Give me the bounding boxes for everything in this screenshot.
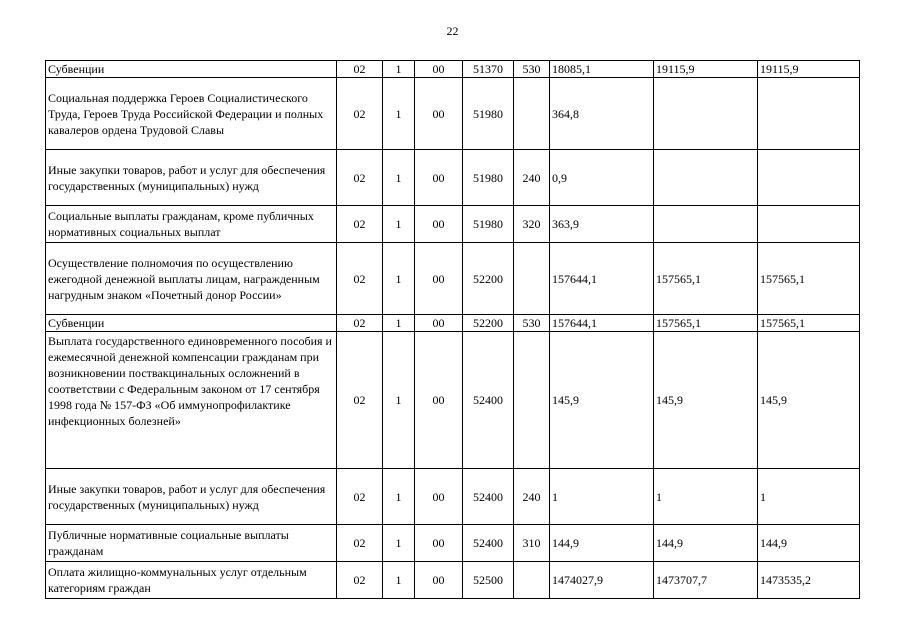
code-cell: 240 xyxy=(514,150,550,206)
code-cell: 1 xyxy=(383,61,415,78)
code-cell: 00 xyxy=(415,562,463,599)
code-cell: 00 xyxy=(415,206,463,243)
code-cell: 02 xyxy=(337,525,383,562)
table-row xyxy=(46,315,860,332)
amount-cell: 144,9 xyxy=(758,525,860,562)
amount-cell: 157565,1 xyxy=(758,243,860,315)
code-cell: 320 xyxy=(514,206,550,243)
row-name: Публичные нормативные социальные выплаты гражданам xyxy=(46,525,337,562)
code-cell: 00 xyxy=(415,78,463,150)
amount-cell: 1 xyxy=(758,469,860,525)
code-cell xyxy=(514,562,550,599)
code-cell: 00 xyxy=(415,525,463,562)
code-cell: 51370 xyxy=(463,61,514,78)
amount-cell: 144,9 xyxy=(550,525,654,562)
code-cell: 02 xyxy=(337,206,383,243)
amount-cell: 19115,9 xyxy=(654,61,758,78)
code-cell xyxy=(514,243,550,315)
table-row xyxy=(46,469,860,525)
amount-cell xyxy=(654,150,758,206)
code-cell: 530 xyxy=(514,61,550,78)
code-cell: 00 xyxy=(415,150,463,206)
code-cell: 02 xyxy=(337,315,383,332)
row-name: Выплата государственного единовременного пособия и ежемесячной денежной компенсации гражданам при возникновении поствакцинальных осложнений в соответствии с Федеральным законом от 17 сентября 1998 года № 157-ФЗ «Об иммунопрофилактике инфекционных болезней» xyxy=(46,332,337,469)
table-row xyxy=(46,206,860,243)
code-cell: 1 xyxy=(383,332,415,469)
row-name: Осуществление полномочия по осуществлению ежегодной денежной выплаты лицам, награжденным нагрудным знаком «Почетный донор России» xyxy=(46,243,337,315)
code-cell: 1 xyxy=(383,315,415,332)
code-cell: 02 xyxy=(337,61,383,78)
code-cell: 1 xyxy=(383,206,415,243)
code-cell: 52200 xyxy=(463,243,514,315)
code-cell: 51980 xyxy=(463,150,514,206)
row-name: Оплата жилищно-коммунальных услуг отдельным категориям граждан xyxy=(46,562,337,599)
amount-cell: 145,9 xyxy=(758,332,860,469)
row-name: Иные закупки товаров, работ и услуг для обеспечения государственных (муниципальных) нужд xyxy=(46,150,337,206)
code-cell xyxy=(514,332,550,469)
amount-cell xyxy=(758,150,860,206)
table-row xyxy=(46,150,860,206)
table-row xyxy=(46,61,860,78)
row-name: Социальные выплаты гражданам, кроме публичных нормативных социальных выплат xyxy=(46,206,337,243)
code-cell: 02 xyxy=(337,562,383,599)
code-cell: 51980 xyxy=(463,78,514,150)
amount-cell: 144,9 xyxy=(654,525,758,562)
amount-cell: 1 xyxy=(654,469,758,525)
code-cell: 52400 xyxy=(463,525,514,562)
amount-cell: 1473707,7 xyxy=(654,562,758,599)
code-cell: 1 xyxy=(383,78,415,150)
code-cell: 00 xyxy=(415,315,463,332)
amount-cell: 1473535,2 xyxy=(758,562,860,599)
code-cell: 1 xyxy=(383,562,415,599)
table-row xyxy=(46,332,860,469)
amount-cell xyxy=(758,78,860,150)
code-cell: 52400 xyxy=(463,469,514,525)
code-cell: 02 xyxy=(337,243,383,315)
row-name: Субвенции xyxy=(46,61,337,78)
code-cell: 51980 xyxy=(463,206,514,243)
code-cell: 02 xyxy=(337,469,383,525)
amount-cell: 145,9 xyxy=(654,332,758,469)
code-cell: 1 xyxy=(383,150,415,206)
amount-cell: 145,9 xyxy=(550,332,654,469)
amount-cell: 157565,1 xyxy=(654,315,758,332)
row-name: Субвенции xyxy=(46,315,337,332)
amount-cell: 18085,1 xyxy=(550,61,654,78)
code-cell: 1 xyxy=(383,469,415,525)
code-cell xyxy=(514,78,550,150)
amount-cell xyxy=(654,78,758,150)
code-cell: 02 xyxy=(337,150,383,206)
code-cell: 00 xyxy=(415,61,463,78)
amount-cell: 157565,1 xyxy=(758,315,860,332)
code-cell: 52500 xyxy=(463,562,514,599)
page-number: 22 xyxy=(446,24,459,38)
code-cell: 1 xyxy=(383,525,415,562)
budget-table xyxy=(45,60,860,599)
table-row xyxy=(46,243,860,315)
amount-cell: 157644,1 xyxy=(550,243,654,315)
code-cell: 240 xyxy=(514,469,550,525)
amount-cell xyxy=(758,206,860,243)
code-cell: 1 xyxy=(383,243,415,315)
code-cell: 52200 xyxy=(463,315,514,332)
table-row xyxy=(46,78,860,150)
amount-cell: 363,9 xyxy=(550,206,654,243)
amount-cell: 1474027,9 xyxy=(550,562,654,599)
row-name: Иные закупки товаров, работ и услуг для обеспечения государственных (муниципальных) нужд xyxy=(46,469,337,525)
code-cell: 530 xyxy=(514,315,550,332)
code-cell: 02 xyxy=(337,332,383,469)
code-cell: 310 xyxy=(514,525,550,562)
amount-cell xyxy=(654,206,758,243)
amount-cell: 157644,1 xyxy=(550,315,654,332)
amount-cell: 19115,9 xyxy=(758,61,860,78)
amount-cell: 1 xyxy=(550,469,654,525)
code-cell: 00 xyxy=(415,469,463,525)
code-cell: 02 xyxy=(337,78,383,150)
code-cell: 00 xyxy=(415,243,463,315)
code-cell: 52400 xyxy=(463,332,514,469)
table-row xyxy=(46,562,860,599)
amount-cell: 157565,1 xyxy=(654,243,758,315)
row-name: Социальная поддержка Героев Социалистического Труда, Героев Труда Российской Федерации и полных кавалеров ордена Трудовой Славы xyxy=(46,78,337,150)
amount-cell: 364,8 xyxy=(550,78,654,150)
amount-cell: 0,9 xyxy=(550,150,654,206)
table-row xyxy=(46,525,860,562)
code-cell: 00 xyxy=(415,332,463,469)
